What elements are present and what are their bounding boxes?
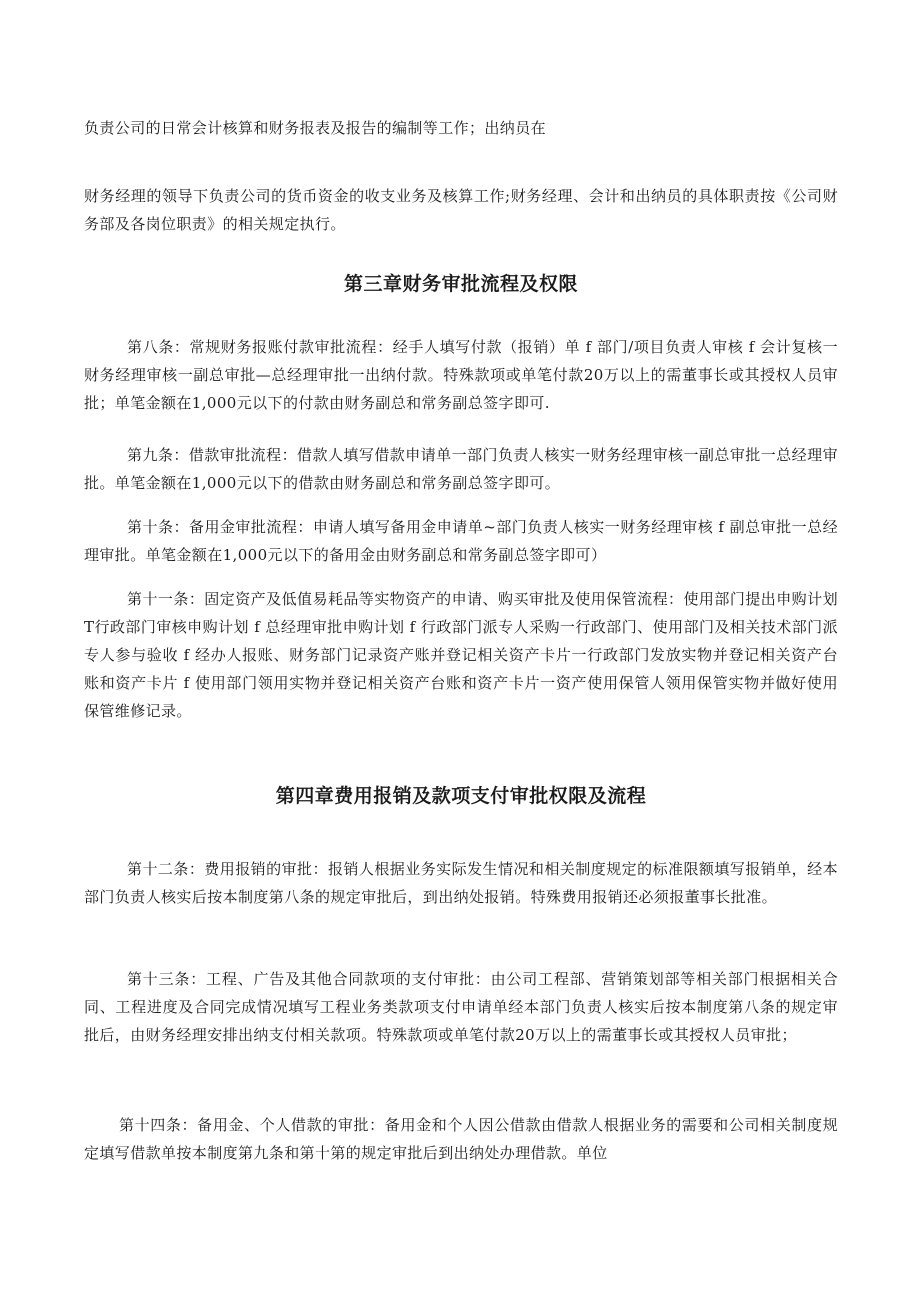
- article-14-paragraph: 第十四条：备用金、个人借款的审批：备用金和个人因公借款由借款人根据业务的需要和公司相关制度规定填写借款单按本制度第九条和第十第的规定审批后到出纳处办理借款。单位: [84, 1116, 838, 1162]
- article-9-paragraph: 第九条：借款审批流程：借款人填写借款申请单一部门负责人核实一财务经理审核一副总审批一总经理审批。单笔金额在1,000元以下的借款由财务副总和常务副总签字即可。: [84, 446, 838, 492]
- article-11-paragraph: 第十一条：固定资产及低值易耗品等实物资产的申请、购买审批及使用保管流程：使用部门提出申购计划T行政部门审核申购计划 f 总经理审批申购计划 f 行政部门派专人采购一行政部门、使用部门及相关技术部门派专人参与验收 f 经办人报账、财务部门记录资产账并登记相关资产卡片一行政部门发放实物并登记相关资产台账和资产卡片 f 使用部门领用实物并登记相关资产台账和资产卡片一资产使用保管人领用保管实物并做好使用保管维修记录。: [84, 590, 838, 720]
- paragraph-intro-continued: 负责公司的日常会计核算和财务报表及报告的编制等工作；出纳员在: [84, 119, 547, 137]
- article-8-paragraph: 第八条：常规财务报账付款审批流程：经手人填写付款（报销）单 f 部门/项目负责人审核 f 会计复核一财务经理审核一副总审批—总经理审批一出纳付款。特殊款项或单笔付款20万以上的需董事长或其授权人员审批；单笔金额在1,000元以下的付款由财务副总和常务副总签字即可.: [84, 338, 838, 412]
- chapter-4-heading: 第四章费用报销及款项支付审批权限及流程: [275, 785, 647, 807]
- paragraph-cashier-duties: 财务经理的领导下负责公司的货币资金的收支业务及核算工作;财务经理、会计和出纳员的具体职责按《公司财务部及各岗位职责》的相关规定执行。: [84, 187, 838, 233]
- article-10-paragraph: 第十条：备用金审批流程：申请人填写备用金申请单~部门负责人核实一财务经理审核 f 副总审批一总经理审批。单笔金额在1,000元以下的备用金由财务副总和常务副总签字即可）: [84, 518, 838, 564]
- article-12-paragraph: 第十二条：费用报销的审批：报销人根据业务实际发生情况和相关制度规定的标准限额填写报销单，经本部门负责人核实后按本制度第八条的规定审批后，到出纳处报销。特殊费用报销还必须报董事长批准。: [84, 860, 838, 906]
- article-13-paragraph: 第十三条：工程、广告及其他合同款项的支付审批：由公司工程部、营销策划部等相关部门根据相关合同、工程进度及合同完成情况填写工程业务类款项支付申请单经本部门负责人核实后按本制度第八条的规定审批后，由财务经理安排出纳支付相关款项。特殊款项或单笔付款20万以上的需董事长或其授权人员审批；: [84, 970, 838, 1044]
- chapter-3-heading: 第三章财务审批流程及权限: [343, 273, 578, 295]
